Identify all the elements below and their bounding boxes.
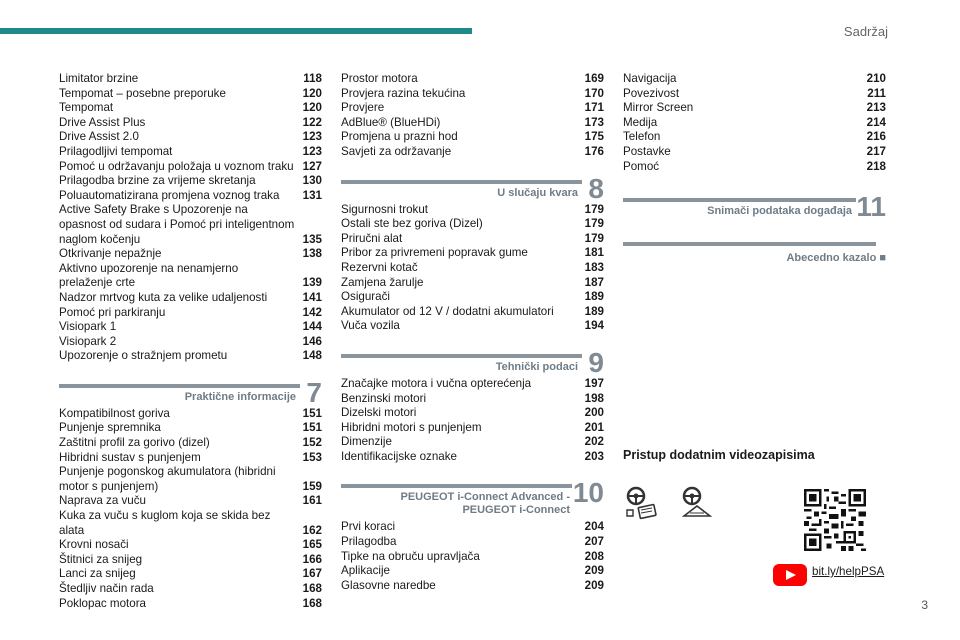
section-title: Praktične informacije (184, 390, 296, 403)
toc-entry-page: 208 (584, 549, 604, 563)
toc-entry-title: Dimenzije (341, 435, 392, 449)
toc-entry-page: 214 (866, 115, 886, 129)
toc-entry-page: 217 (866, 144, 886, 158)
toc-entry[interactable] (341, 550, 604, 565)
toc-entry-title: Pomoć (623, 159, 660, 173)
toc-entry[interactable] (59, 567, 322, 582)
toc-entry-page: 200 (584, 406, 604, 420)
toc-entry-page: 194 (584, 319, 604, 333)
toc-entry[interactable] (623, 72, 886, 87)
toc-entry[interactable] (341, 319, 604, 334)
toc-entry[interactable] (59, 494, 322, 509)
toc-entry-page: 138 (302, 247, 322, 261)
toc-entry-page: 211 (867, 86, 886, 100)
toc-entry-page: 168 (302, 582, 322, 595)
toc-entry-page: 201 (584, 420, 604, 434)
toc-entry[interactable] (341, 535, 604, 550)
toc-entry[interactable] (59, 306, 322, 321)
toc-entry[interactable] (59, 174, 322, 189)
toc-entry[interactable] (59, 247, 322, 262)
toc-entry-page: 189 (584, 304, 604, 318)
toc-entry[interactable] (59, 87, 322, 102)
toc-entry[interactable] (59, 72, 322, 87)
toc-entry[interactable] (59, 421, 322, 436)
toc-entry[interactable] (341, 276, 604, 291)
toc-entry-title: Visiopark 2 (59, 334, 117, 348)
section-header-7 (59, 376, 322, 408)
toc-entry-page: 210 (866, 72, 886, 85)
toc-entry-title: Priručni alat (341, 231, 403, 245)
toc-entry[interactable] (623, 145, 886, 160)
toc-entry-title: Pomoć pri parkiranju (59, 305, 166, 319)
toc-entry[interactable] (59, 509, 322, 538)
toc-entry[interactable] (59, 116, 322, 131)
toc-column-2 (341, 72, 604, 593)
toc-entry[interactable] (59, 291, 322, 306)
toc-entry[interactable] (341, 145, 604, 160)
toc-entry-title: Pribor za privremeni popravak gume (341, 246, 528, 260)
toc-entry-title: Hibridni motori s punjenjem (341, 420, 482, 434)
toc-entry-title: Medija (623, 115, 658, 129)
toc-entry-page: 168 (302, 596, 322, 610)
toc-entry-title: Prilagodba brzine za vrijeme skretanja (59, 174, 256, 188)
toc-entry-title: Savjeti za održavanje (341, 144, 452, 158)
toc-entry-page: 153 (302, 450, 322, 464)
toc-entry-title: Prostor motora (341, 72, 418, 85)
toc-list (341, 377, 604, 465)
toc-entry[interactable] (341, 101, 604, 116)
toc-entry-title: Pomoć u održavanju položaja u voznom traku (59, 159, 294, 173)
toc-list (341, 203, 604, 334)
section-title: Tehnički podaci (495, 360, 578, 373)
toc-entry-page: 171 (584, 101, 604, 115)
toc-entry[interactable] (59, 465, 322, 494)
toc-entry[interactable] (623, 160, 886, 175)
toc-entry-title: Ostali ste bez goriva (Dizel) (341, 217, 483, 231)
toc-entry-page: 139 (302, 276, 322, 290)
section-title: U slučaju kvara (497, 186, 578, 199)
toc-entry[interactable] (59, 349, 322, 364)
toc-entry-title: Aktivno upozorenje na nenamjerno prelaženje crte (59, 261, 239, 290)
toc-entry-page: 127 (302, 159, 322, 173)
toc-entry-title: Identifikacijske oznake (341, 449, 457, 463)
steering-wheel-book-icon (625, 486, 659, 520)
toc-entry-title: Osigurači (341, 290, 390, 304)
toc-entry[interactable] (341, 217, 604, 232)
toc-entry[interactable] (59, 538, 322, 553)
toc-entry-page: 179 (584, 231, 604, 245)
toc-entry-title: Naprava za vuču (59, 494, 146, 508)
toc-entry-title: Telefon (623, 130, 661, 144)
section-header-index (623, 242, 886, 265)
toc-entry-page: 213 (866, 101, 886, 115)
toc-entry-title: AdBlue® (BlueHDi) (341, 115, 441, 129)
toc-entry-page: 152 (302, 436, 322, 450)
toc-entry[interactable] (341, 564, 604, 579)
toc-entry-page: 120 (302, 86, 322, 100)
toc-entry-page: 204 (584, 520, 604, 534)
toc-list (59, 407, 322, 611)
toc-entry-title: Štedljiv način rada (59, 582, 154, 595)
toc-column-1 (59, 72, 322, 611)
toc-entry[interactable] (59, 320, 322, 335)
section-header-11 (623, 191, 886, 223)
toc-entry-title: Nadzor mrtvog kuta za velike udaljenosti (59, 290, 268, 304)
toc-entry[interactable] (623, 87, 886, 102)
section-header-9 (341, 346, 604, 378)
toc-entry-title: Drive Assist 2.0 (59, 130, 139, 144)
toc-entry-title: Tempomat – posebne preporuke (59, 86, 226, 100)
toc-entry[interactable] (341, 232, 604, 247)
toc-entry[interactable] (341, 406, 604, 421)
section-number: 11 (856, 191, 886, 223)
toc-entry-page: 187 (584, 275, 604, 289)
toc-entry-title: Vuča vozila (341, 319, 400, 333)
toc-entry-title: Provjera razina tekućina (341, 86, 466, 100)
toc-entry[interactable] (59, 145, 322, 160)
toc-entry-page: 120 (302, 101, 322, 115)
toc-entry-page: 131 (302, 188, 322, 202)
toc-entry[interactable] (341, 435, 604, 450)
toc-entry-title: Prilagodljivi tempomat (59, 144, 173, 158)
toc-entry-page: 209 (584, 564, 604, 578)
toc-entry-page: 135 (302, 232, 322, 246)
toc-entry-title: Značajke motora i vučna opterećenja (341, 376, 532, 390)
toc-entry-page: 118 (303, 72, 322, 85)
toc-entry[interactable] (341, 421, 604, 436)
toc-entry-title: Aplikacije (341, 564, 390, 578)
toc-entry-page: 151 (302, 421, 322, 435)
toc-entry-title: Štitnici za snijeg (59, 552, 143, 566)
toc-entry[interactable] (59, 130, 322, 145)
toc-entry-title: Kompatibilnost goriva (59, 406, 170, 420)
qr-code-icon (804, 489, 866, 551)
toc-entry-title: Hibridni sustav s punjenjem (59, 450, 201, 464)
toc-entry[interactable] (341, 87, 604, 102)
toc-entry-page: 175 (584, 130, 604, 144)
toc-list (341, 72, 604, 160)
toc-entry-title: Poluautomatizirana promjena voznog traka (59, 188, 280, 202)
toc-entry[interactable] (341, 246, 604, 261)
toc-entry-page: 198 (584, 391, 604, 405)
toc-entry-page: 167 (302, 567, 322, 581)
toc-entry-title: Limitator brzine (59, 72, 139, 85)
toc-entry-page: 146 (302, 334, 322, 348)
toc-entry-title: Lanci za snijeg (59, 567, 136, 581)
toc-entry[interactable] (59, 553, 322, 568)
toc-entry-title: Tempomat (59, 101, 114, 115)
toc-entry-page: 179 (584, 202, 604, 216)
toc-entry-page: 169 (584, 72, 604, 85)
toc-entry-title: Promjena u prazni hod (341, 130, 458, 144)
page-number: 3 (921, 598, 928, 612)
toc-entry-title: Poklopac motora (59, 596, 146, 610)
toc-entry-title: Navigacija (623, 72, 677, 85)
page-header-title: Sadržaj (843, 24, 888, 39)
toc-entry-title: Sigurnosni trokut (341, 202, 428, 216)
toc-entry-title: Punjenje pogonskog akumulatora (hibridni motor s punjenjem) (59, 465, 276, 493)
section-number: 9 (588, 346, 604, 378)
toc-entry-page: 144 (302, 320, 322, 334)
toc-entry-title: Glasovne naredbe (341, 578, 436, 592)
section-title: PEUGEOT i-Connect Advanced - PEUGEOT i-Connect (400, 491, 570, 517)
toc-entry-title: Drive Assist Plus (59, 115, 146, 129)
toc-entry-page: 165 (302, 538, 322, 552)
toc-entry-page: 142 (302, 305, 322, 319)
toc-entry-page: 159 (302, 479, 322, 493)
toc-entry-page: 202 (584, 435, 604, 449)
toc-entry[interactable] (623, 116, 886, 131)
toc-entry-title: Zaštitni profil za gorivo (dizel) (59, 436, 210, 450)
toc-entry-title: Upozorenje o stražnjem prometu (59, 349, 228, 363)
toc-entry[interactable] (59, 101, 322, 116)
toc-entry-page: 189 (584, 290, 604, 304)
toc-entry-title: Akumulator od 12 V / dodatni akumulatori (341, 304, 554, 318)
toc-entry[interactable] (59, 582, 322, 597)
toc-entry-page: 183 (584, 260, 604, 274)
toc-entry[interactable] (59, 189, 322, 204)
toc-entry[interactable] (59, 597, 322, 612)
toc-entry-title: Visiopark 1 (59, 320, 117, 334)
toc-entry-title: Prilagodba (341, 535, 397, 549)
toc-entry-page: 207 (584, 535, 604, 549)
toc-entry-page: 209 (584, 578, 604, 592)
toc-entry-title: Tipke na obruču upravljača (341, 549, 480, 563)
section-number: 8 (588, 172, 604, 204)
section-number: 10 (572, 477, 604, 509)
toc-entry[interactable] (341, 290, 604, 305)
section-title: Abecedno kazalo ■ (786, 252, 886, 265)
toc-entry[interactable] (59, 436, 322, 451)
toc-entry[interactable] (59, 160, 322, 175)
toc-entry[interactable] (341, 72, 604, 87)
toc-entry[interactable] (341, 377, 604, 392)
toc-entry-title: Otkrivanje nepažnje (59, 247, 162, 261)
toc-entry-page: 162 (302, 523, 322, 537)
toc-entry[interactable] (59, 203, 322, 247)
toc-entry[interactable] (341, 392, 604, 407)
toc-entry-title: Postavke (623, 144, 671, 158)
toc-entry-page: 197 (584, 376, 604, 390)
toc-entry[interactable] (341, 520, 604, 535)
toc-entry-title: Dizelski motori (341, 406, 417, 420)
video-section-title: Pristup dodatnim videozapisima (623, 448, 815, 462)
toc-list (59, 72, 322, 364)
toc-entry-page: 216 (866, 130, 886, 144)
toc-entry[interactable] (59, 451, 322, 466)
toc-entry-page: 161 (302, 494, 322, 508)
toc-entry-title: Provjere (341, 101, 385, 115)
toc-entry-page: 166 (302, 552, 322, 566)
toc-entry[interactable] (341, 450, 604, 465)
toc-entry[interactable] (341, 116, 604, 131)
toc-entry[interactable] (59, 335, 322, 350)
toc-entry-page: 151 (302, 406, 322, 420)
toc-column-3 (623, 72, 886, 268)
toc-entry-title: Kuka za vuču s kuglom koja se skida bez alata (59, 509, 271, 537)
toc-list (623, 72, 886, 174)
toc-entry-title: Rezervni kotač (341, 260, 418, 274)
toc-entry[interactable] (341, 305, 604, 320)
toc-entry-page: 170 (584, 86, 604, 100)
toc-entry-page: 130 (302, 174, 322, 188)
steering-wheel-hand-icon (680, 486, 714, 520)
toc-entry[interactable] (341, 130, 604, 145)
toc-entry-title: Prvi koraci (341, 520, 396, 534)
toc-entry-page: 179 (584, 217, 604, 231)
toc-entry[interactable] (623, 130, 886, 145)
section-header-10 (341, 477, 604, 517)
toc-entry[interactable] (341, 203, 604, 218)
header-accent-bar (0, 28, 472, 34)
toc-entry-page: 181 (584, 246, 604, 260)
section-number: 7 (306, 376, 322, 408)
help-video-link[interactable]: bit.ly/helpPSA (812, 565, 885, 578)
toc-entry[interactable] (341, 261, 604, 276)
toc-entry-title: Povezivost (623, 86, 680, 100)
toc-entry-title: Benzinski motori (341, 391, 427, 405)
toc-entry-title: Active Safety Brake s Upozorenje na opasnost od sudara i Pomoć pri inteligentnom naglom kočenju (59, 203, 295, 246)
toc-entry-title: Krovni nosači (59, 538, 129, 552)
toc-entry-page: 173 (584, 115, 604, 129)
toc-entry-page: 123 (302, 130, 322, 144)
toc-entry[interactable] (623, 101, 886, 116)
toc-list (341, 520, 604, 593)
toc-entry-title: Punjenje spremnika (59, 421, 161, 435)
toc-entry[interactable] (59, 262, 322, 291)
toc-entry-page: 203 (584, 449, 604, 463)
toc-entry-title: Mirror Screen (623, 101, 694, 115)
section-header-8 (341, 172, 604, 204)
toc-entry-page: 141 (302, 290, 322, 304)
toc-entry[interactable] (59, 407, 322, 422)
toc-entry-page: 148 (302, 349, 322, 363)
toc-entry-title: Zamjena žarulje (341, 275, 424, 289)
toc-entry-page: 218 (866, 159, 886, 173)
toc-entry-page: 176 (584, 144, 604, 158)
toc-entry-page: 123 (302, 144, 322, 158)
youtube-icon[interactable] (773, 564, 807, 586)
toc-entry[interactable] (341, 579, 604, 594)
toc-entry-page: 122 (302, 115, 322, 129)
section-title: Snimači podataka događaja (707, 205, 852, 218)
